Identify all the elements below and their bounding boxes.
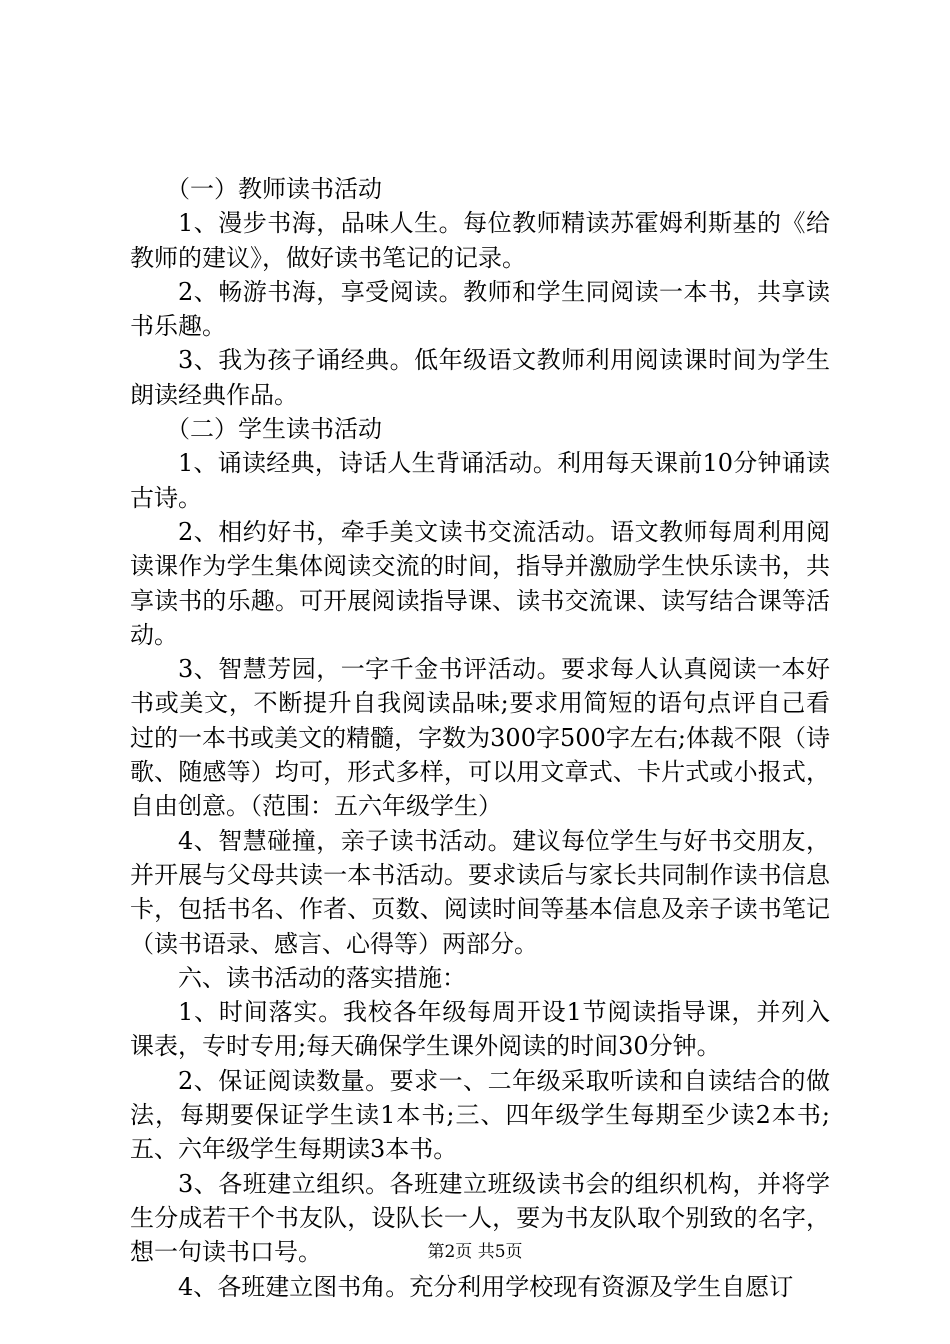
paragraph: 3、我为孩子诵经典。低年级语文教师利用阅读课时间为学生朗读经典作品。	[130, 346, 830, 409]
section-heading-teacher: （一）教师读书活动	[166, 175, 382, 203]
paragraph: 2、保证阅读数量。要求一、二年级采取听读和自读结合的做法，每期要保证学生读1本书;三、四年级学生每期至少读2本书;五、六年级学生每期读3本书。	[130, 1066, 830, 1164]
paragraph: 2、畅游书海，享受阅读。教师和学生同阅读一本书，共享读书乐趣。	[130, 277, 830, 341]
paragraph: 4、各班建立图书角。充分利用学校现有资源及学生自愿订	[178, 1272, 794, 1301]
paragraph: 1、时间落实。我校各年级每周开设1节阅读指导课，并列入课表，专时专用;每天确保学生课外阅读的时间30分钟。	[130, 998, 830, 1061]
section-heading-measures: 六、读书活动的落实措施：	[178, 963, 466, 992]
document-body	[130, 172, 830, 1304]
paragraph: 2、相约好书，牵手美文读书交流活动。语文教师每周利用阅读课作为学生集体阅读交流的时间，指导并激励学生快乐读书，共享读书的乐趣。可开展阅读指导课、读书交流课、读写结合课等活动。	[130, 517, 830, 649]
paragraph: 3、智慧芳园，一字千金书评活动。要求每人认真阅读一本好书或美文，不断提升自我阅读品味;要求用简短的语句点评自己看过的一本书或美文的精髓，字数为300字500字左右;体裁不限（诗歌、随感等）均可，形式多样，可以用文章式、卡片式或小报式，自由创意。（范围：五六年级学生）	[130, 655, 830, 821]
paragraph: 3、各班建立组织。各班建立班级读书会的组织机构，并将学生分成若干个书友队，设队长一人，要为书友队取个别致的名字，想一句读书口号。	[130, 1169, 830, 1267]
paragraph: 4、智慧碰撞，亲子读书活动。建议每位学生与好书交朋友，并开展与父母共读一本书活动。要求读后与家长共同制作读书信息卡，包括书名、作者、页数、阅读时间等基本信息及亲子读书笔记（读书语录、感言、心得等）两部分。	[130, 826, 830, 958]
page-footer: 第2页 共5页	[427, 1242, 523, 1262]
paragraph: 1、诵读经典，诗话人生背诵活动。利用每天课前10分钟诵读古诗。	[130, 449, 830, 512]
paragraph: 1、漫步书海，品味人生。每位教师精读苏霍姆利斯基的《给教师的建议》，做好读书笔记的记录。	[130, 209, 830, 272]
section-heading-student: （二）学生读书活动	[166, 415, 382, 444]
